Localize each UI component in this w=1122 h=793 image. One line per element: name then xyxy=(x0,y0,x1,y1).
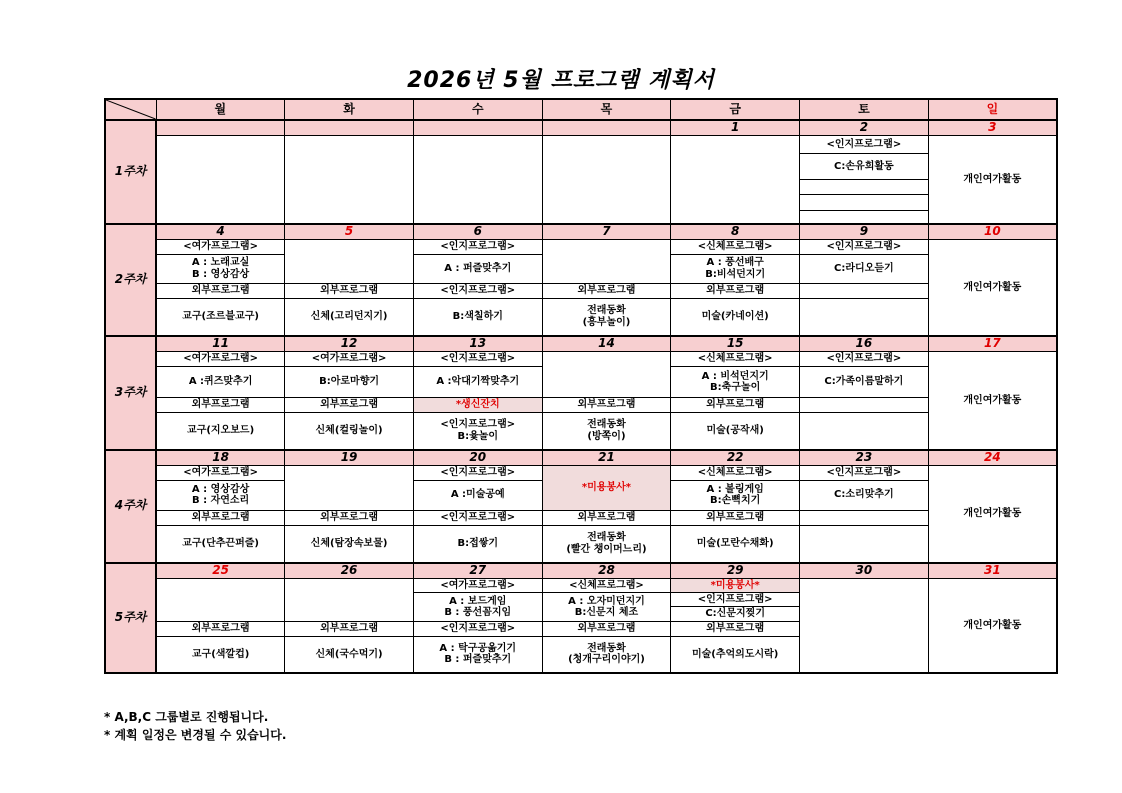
item-line: B:비석던지기 xyxy=(705,268,766,280)
empty-cell xyxy=(542,352,671,398)
program-heading: <인지프로그램> xyxy=(671,593,800,607)
item-line: B : 풍선꼼지임 xyxy=(444,607,512,618)
empty-cell xyxy=(542,239,671,283)
program-item: 신체(국수먹기) xyxy=(285,637,414,673)
program-heading: 외부프로그램 xyxy=(542,622,671,637)
week2-dates xyxy=(105,224,1057,240)
program-heading: 외부프로그램 xyxy=(542,283,671,298)
item-line: B:윷놀이 xyxy=(457,430,499,442)
program-heading: 외부프로그램 xyxy=(542,398,671,413)
week1-dates xyxy=(105,120,1057,136)
empty-cell xyxy=(800,283,929,298)
program-heading: 외부프로그램 xyxy=(285,398,414,413)
program-heading: <여가프로그램> xyxy=(413,579,542,593)
program-heading: 외부프로그램 xyxy=(671,283,800,298)
empty-cell xyxy=(413,136,542,224)
program-heading: <인지프로그램> xyxy=(800,465,929,480)
program-heading: <여가프로그램> xyxy=(156,465,285,480)
program-item: C:라디오듣기 xyxy=(800,254,929,283)
date-cell xyxy=(542,120,671,136)
program-item: B:색칠하기 xyxy=(413,298,542,336)
item-line: 전래동화 xyxy=(587,419,626,431)
date-cell: 13 xyxy=(413,336,542,352)
date-cell: 19 xyxy=(285,450,414,466)
program-heading: <신체프로그램> xyxy=(671,465,800,480)
program-item xyxy=(671,367,800,398)
program-item xyxy=(542,593,671,622)
program-item: B:접쌓기 xyxy=(413,525,542,563)
program-heading: <여가프로그램> xyxy=(285,352,414,367)
corner-cell xyxy=(105,99,156,120)
birthday-event: *생신잔치 xyxy=(413,398,542,413)
program-item: 교구(단추끈퍼즐) xyxy=(156,525,285,563)
date-cell: 5 xyxy=(285,224,414,240)
footnote-schedule-change: * 계획 일정은 변경될 수 있습니다. xyxy=(104,728,287,742)
item-line: (방쪽이) xyxy=(587,430,626,442)
date-cell: 20 xyxy=(413,450,542,466)
date-cell: 24 xyxy=(928,450,1057,466)
sunday-activity: 개인여가활동 xyxy=(928,465,1057,563)
item-line: A : 풍선배구 xyxy=(706,257,764,268)
item-line: 전래동화 xyxy=(587,305,626,317)
empty-cell xyxy=(800,510,929,525)
empty-cell xyxy=(156,136,285,224)
program-item: C:가족이름말하기 xyxy=(800,367,929,398)
date-cell: 25 xyxy=(156,563,285,579)
program-heading: 외부프로그램 xyxy=(671,398,800,413)
program-item: 교구(지오보드) xyxy=(156,413,285,450)
program-heading: 외부프로그램 xyxy=(285,283,414,298)
program-heading: <인지프로그램> xyxy=(800,239,929,254)
item-line: A : 볼링게임 xyxy=(706,483,764,495)
day-fri: 금 xyxy=(671,99,800,120)
item-line: (청개구리이야기) xyxy=(568,654,645,666)
day-sun: 일 xyxy=(928,99,1057,120)
sunday-activity: 개인여가활동 xyxy=(928,239,1057,336)
date-cell: 3 xyxy=(928,120,1057,136)
program-item: C:손유희활동 xyxy=(800,154,929,180)
program-item xyxy=(413,637,542,673)
program-heading: <신체프로그램> xyxy=(542,579,671,593)
date-cell xyxy=(156,120,285,136)
day-mon: 월 xyxy=(156,99,285,120)
item-line: A : 비석던지기 xyxy=(701,370,769,382)
sunday-activity: 개인여가활동 xyxy=(928,579,1057,673)
program-item xyxy=(156,254,285,283)
program-heading: <인지프로그램> xyxy=(413,465,542,480)
empty-cell xyxy=(800,398,929,413)
date-cell: 18 xyxy=(156,450,285,466)
day-thu: 목 xyxy=(542,99,671,120)
item-line: B : 자연소리 xyxy=(191,495,250,506)
program-item: 신체(탐장속보물) xyxy=(285,525,414,563)
week3-label: 3주차 xyxy=(105,336,156,450)
program-item xyxy=(671,254,800,283)
date-cell: 27 xyxy=(413,563,542,579)
program-item: C:소리맞추기 xyxy=(800,480,929,510)
empty-cell xyxy=(800,180,929,195)
week3-dates xyxy=(105,336,1057,352)
program-item xyxy=(413,413,542,450)
program-item: B:아로마향기 xyxy=(285,367,414,398)
program-heading: <신체프로그램> xyxy=(671,239,800,254)
date-cell: 6 xyxy=(413,224,542,240)
program-heading: 외부프로그램 xyxy=(285,622,414,637)
program-heading: <여가프로그램> xyxy=(156,239,285,254)
program-item xyxy=(542,413,671,450)
empty-cell xyxy=(285,465,414,510)
date-cell: 9 xyxy=(800,224,929,240)
program-heading: <인지프로그램> xyxy=(413,352,542,367)
empty-cell xyxy=(285,579,414,622)
sunday-activity: 개인여가활동 xyxy=(928,136,1057,224)
sunday-activity: 개인여가활동 xyxy=(928,352,1057,450)
empty-cell xyxy=(800,298,929,336)
item-line: B:신문지 체조 xyxy=(574,607,639,618)
program-item xyxy=(542,525,671,563)
program-heading: 외부프로그램 xyxy=(285,510,414,525)
program-item: 신체(고리던지기) xyxy=(285,298,414,336)
date-cell: 10 xyxy=(928,224,1057,240)
day-wed: 수 xyxy=(413,99,542,120)
item-line: A : 노래교실 xyxy=(191,257,250,268)
program-heading: <인지프로그램> xyxy=(413,239,542,254)
date-cell: 7 xyxy=(542,224,671,240)
empty-cell xyxy=(800,579,929,673)
empty-cell xyxy=(800,211,929,224)
program-heading: <인지프로그램> xyxy=(413,510,542,525)
item-line: B : 퍼즐맞추기 xyxy=(444,654,512,666)
date-cell: 21 xyxy=(542,450,671,466)
date-cell: 15 xyxy=(671,336,800,352)
date-cell: 2 xyxy=(800,120,929,136)
program-heading: 외부프로그램 xyxy=(156,398,285,413)
program-heading: <인지프로그램> xyxy=(800,352,929,367)
program-item: C:신문지찢기 xyxy=(671,607,800,622)
empty-cell xyxy=(671,136,800,224)
date-cell: 12 xyxy=(285,336,414,352)
item-line: <인지프로그램> xyxy=(440,419,516,431)
program-heading: <인지프로그램> xyxy=(413,283,542,298)
day-header-row xyxy=(105,99,1057,120)
program-item: 미술(추억의도시락) xyxy=(671,637,800,673)
beauty-service-event: *미용봉사* xyxy=(671,579,800,593)
day-sat: 토 xyxy=(800,99,929,120)
item-line: 전래동화 xyxy=(587,532,626,544)
beauty-service-event: *미용봉사* xyxy=(542,465,671,510)
program-heading: 외부프로그램 xyxy=(156,622,285,637)
program-item: A :퀴즈맞추기 xyxy=(156,367,285,398)
item-line: (흥부놀이) xyxy=(582,316,631,328)
week4-dates xyxy=(105,450,1057,466)
program-heading: 외부프로그램 xyxy=(671,622,800,637)
date-cell: 26 xyxy=(285,563,414,579)
date-cell xyxy=(285,120,414,136)
program-item xyxy=(542,637,671,673)
date-cell: 29 xyxy=(671,563,800,579)
program-heading: 외부프로그램 xyxy=(156,510,285,525)
date-cell: 16 xyxy=(800,336,929,352)
date-cell: 22 xyxy=(671,450,800,466)
program-calendar xyxy=(104,98,1058,674)
item-line: B:손뼉치기 xyxy=(710,495,761,506)
program-heading: <인지프로그램> xyxy=(800,136,929,154)
program-heading: <여가프로그램> xyxy=(156,352,285,367)
program-item: 미술(모란수채화) xyxy=(671,525,800,563)
date-cell: 11 xyxy=(156,336,285,352)
program-item: 교구(조르블교구) xyxy=(156,298,285,336)
day-tue: 화 xyxy=(285,99,414,120)
page-title: 2026년 5월 프로그램 계획서 xyxy=(407,68,715,93)
item-line: A : 보드게임 xyxy=(449,595,507,607)
program-item: A :악대기짝맞추기 xyxy=(413,367,542,398)
week4-label: 4주차 xyxy=(105,450,156,564)
week5-dates xyxy=(105,563,1057,579)
program-item: 교구(색깔컵) xyxy=(156,637,285,673)
date-cell: 23 xyxy=(800,450,929,466)
program-item: 신체(컬링놀이) xyxy=(285,413,414,450)
week1-label: 1주차 xyxy=(105,120,156,224)
item-line: (빨간 챙이머느리) xyxy=(566,543,647,555)
item-line: A : 오자미던지기 xyxy=(568,595,645,607)
empty-cell xyxy=(285,239,414,283)
empty-cell xyxy=(800,195,929,211)
program-item xyxy=(413,593,542,622)
footnotes xyxy=(104,708,286,744)
empty-cell xyxy=(800,525,929,563)
date-cell: 31 xyxy=(928,563,1057,579)
empty-cell xyxy=(542,136,671,224)
program-item xyxy=(542,298,671,336)
program-heading: <인지프로그램> xyxy=(413,622,542,637)
program-item: 미술(공작새) xyxy=(671,413,800,450)
date-cell: 30 xyxy=(800,563,929,579)
program-item xyxy=(671,480,800,510)
empty-cell xyxy=(156,579,285,622)
item-line: B:축구놀이 xyxy=(710,382,761,393)
item-line: 전래동화 xyxy=(587,642,626,654)
date-cell: 1 xyxy=(671,120,800,136)
footnote-groups: * A,B,C 그룹별로 진행됩니다. xyxy=(104,710,269,724)
program-item: A :미술공예 xyxy=(413,480,542,510)
program-item: 미술(카네이션) xyxy=(671,298,800,336)
empty-cell xyxy=(800,413,929,450)
program-item: A : 퍼즐맞추기 xyxy=(413,254,542,283)
item-line: A : 탁구공옮기기 xyxy=(439,642,517,654)
date-cell: 4 xyxy=(156,224,285,240)
item-line: B : 영상감상 xyxy=(191,268,250,280)
program-item xyxy=(156,480,285,510)
program-heading: 외부프로그램 xyxy=(542,510,671,525)
program-heading: 외부프로그램 xyxy=(156,283,285,298)
date-cell: 28 xyxy=(542,563,671,579)
week5-label: 5주차 xyxy=(105,563,156,673)
week2-label: 2주차 xyxy=(105,224,156,337)
date-cell: 14 xyxy=(542,336,671,352)
item-line: A : 영상감상 xyxy=(191,483,250,495)
empty-cell xyxy=(285,136,414,224)
date-cell xyxy=(413,120,542,136)
date-cell: 17 xyxy=(928,336,1057,352)
program-heading: <신체프로그램> xyxy=(671,352,800,367)
date-cell: 8 xyxy=(671,224,800,240)
program-heading: 외부프로그램 xyxy=(671,510,800,525)
